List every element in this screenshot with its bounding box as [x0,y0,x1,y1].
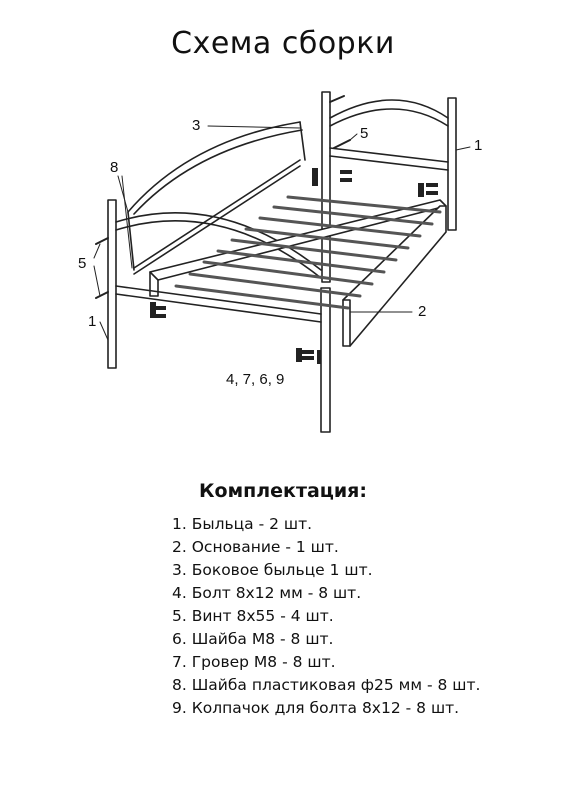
kit-item: 7. Гровер М8 - 8 шт. [172,653,336,671]
callout-hardware: 4, 7, 6, 9 [226,371,285,388]
callout-8: 8 [110,159,119,176]
callout-1-right: 1 [474,137,483,154]
callout-3: 3 [192,117,201,134]
callout-1-left: 1 [88,313,97,330]
base-frame [150,197,446,346]
kit-item: 2. Основание - 1 шт. [172,538,339,556]
kit-title: Комплектация: [199,480,367,502]
kit-item: 1. Быльца - 2 шт. [172,515,313,533]
callout-5-right: 5 [360,125,369,142]
side-rail-back [128,122,305,274]
kit-item: 3. Боковое быльце 1 шт. [172,561,373,579]
bed-assembly-diagram [0,70,566,470]
callout-2: 2 [418,303,427,320]
kit-item: 9. Колпачок для болта 8х12 - 8 шт. [172,699,460,717]
kit-item: 5. Винт 8х55 - 4 шт. [172,607,334,625]
kit-item: 6. Шайба М8 - 8 шт. [172,630,334,648]
callout-5-left: 5 [78,255,87,272]
kit-list [172,513,480,720]
kit-item: 4. Болт 8х12 мм - 8 шт. [172,584,362,602]
kit-item: 8. Шайба пластиковая ф25 мм - 8 шт. [172,676,481,694]
page-title: Схема сборки [171,26,395,61]
